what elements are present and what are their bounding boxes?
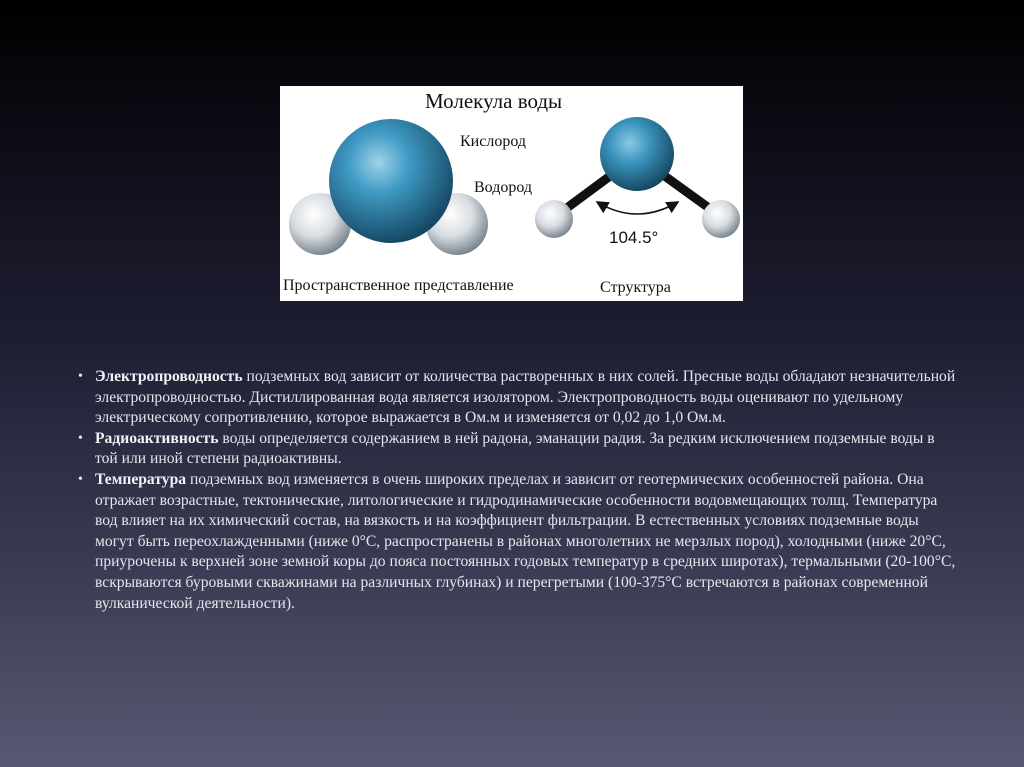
oxygen-atom-small [600, 117, 674, 191]
hydrogen-atom-small-left [535, 200, 573, 238]
text-temperature: подземных вод изменяется в очень широких пределах и зависит от геотермических особенностей района. Она отражает возрастные, тектонические, литологические и гидродинамические особенности водовмещающих толщ. Температура вод влияет на их химический состав, на вязкость и на коэффициент фильтрации. В естественных условиях подземные воды могут быть переохлажденными (ниже 0°С, распространены в районах многолетних не мерзлых пород), холодными (ниже 20°С, приурочены к верхней зоне земной коры до пояса постоянных годовых температур в средних широтах), термальными (20-100°С, вскрываются буровыми скважинами на различных глубинах) и перегретыми (100-375°С встречаются в районах современной вулканической деятельности). [95, 470, 956, 612]
bullet-list [78, 367, 958, 614]
bullet-temperature [78, 470, 958, 614]
text-radioactivity: воды определяется содержанием в ней радона, эманации радия. За редким исключением подземные воды в той или иной степени радиоактивны. [95, 429, 935, 468]
bullet-dot: • [78, 471, 83, 487]
term-radioactivity: Радиоактивность [95, 429, 219, 447]
hydrogen-atom-small-right [702, 200, 740, 238]
bullet-conductivity [78, 367, 958, 429]
oxygen-atom [329, 119, 453, 243]
bullet-dot: • [78, 369, 83, 384]
label-angle: 104.5° [609, 228, 659, 247]
label-spatial: Пространственное представление [283, 277, 514, 294]
label-hydrogen: Водород [474, 179, 533, 196]
label-oxygen: Кислород [460, 133, 526, 150]
term-conductivity: Электропроводность [95, 368, 243, 385]
molecule-diagram [280, 86, 743, 301]
term-temperature: Температура [95, 470, 187, 488]
bullet-radioactivity [78, 429, 958, 470]
label-structure: Структура [600, 279, 671, 296]
water-molecule-figure [280, 86, 743, 301]
figure-title: Молекула воды [425, 89, 563, 113]
bullet-dot: • [78, 430, 83, 446]
text-conductivity: подземных вод зависит от количества растворенных в них солей. Пресные воды обладают незначительной электропроводностью. Дистиллированная вода является изолятором. Электропроводность воды оценивают по удельному электрическому сопротивлению, которое выражается в Ом.м и изменяется от 0,02 до 1,0 Ом.м. [95, 368, 956, 427]
bond-angle-arc [597, 202, 678, 214]
